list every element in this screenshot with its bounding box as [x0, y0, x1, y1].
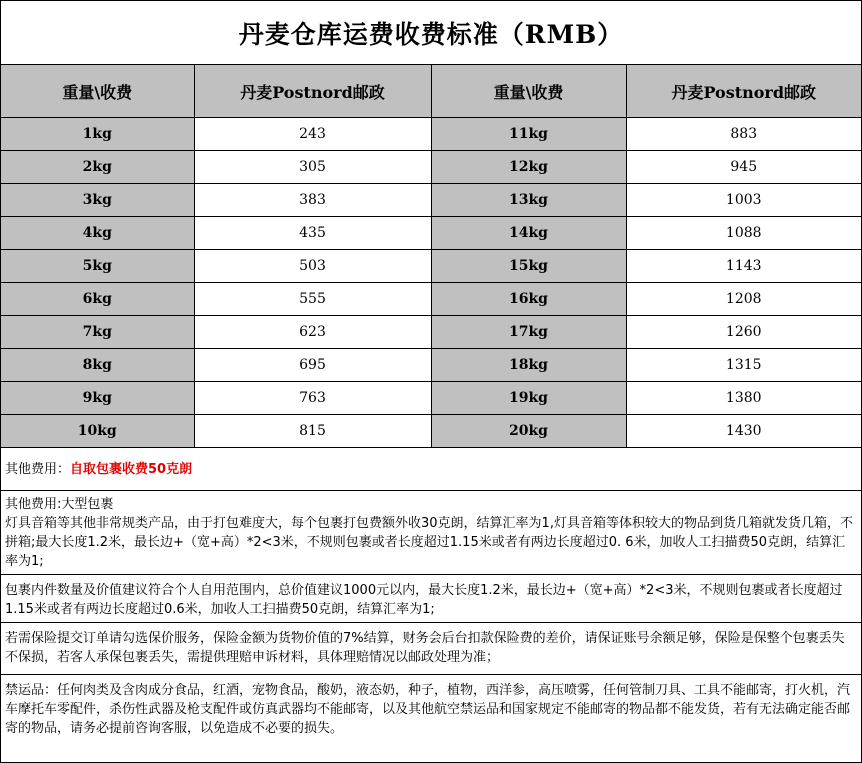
weight-cell: 3kg [1, 184, 194, 217]
table-row [1, 415, 861, 448]
price-cell: 305 [194, 151, 431, 184]
table-row [1, 151, 861, 184]
table-row [1, 217, 861, 250]
price-cell: 1208 [626, 283, 861, 316]
weight-cell: 9kg [1, 382, 194, 415]
price-cell: 1380 [626, 382, 861, 415]
weight-cell: 2kg [1, 151, 194, 184]
table-row [1, 184, 861, 217]
weight-cell: 19kg [431, 382, 626, 415]
pickup-fee-label: 其他费用： [5, 461, 71, 477]
price-cell: 383 [194, 184, 431, 217]
weight-cell: 1kg [1, 118, 194, 151]
contents-value-note: 包裹内件数量及价值建议符合个人自用范围内，总价值建议1000元以内，最大长度1.2米，最长边+（宽+高）*2<3米，不规则包裹或者长度超过1.15米或者有两边长度超过0.6米，加收人工扫描费50克朗，结算汇率为1; [1, 574, 861, 622]
price-cell: 1003 [626, 184, 861, 217]
weight-cell: 11kg [431, 118, 626, 151]
weight-cell: 12kg [431, 151, 626, 184]
weight-cell: 6kg [1, 283, 194, 316]
insurance-note: 若需保险提交订单请勾选保价服务，保险金额为货物价值的7%结算，财务会后台扣款保险费的差价，请保证账号余额足够，保险是保整个包裹丢失不保损，若客人承保包裹丢失，需提供理赔申诉材料，具体理赔情况以邮政处理为准； [1, 622, 861, 674]
weight-cell: 5kg [1, 250, 194, 283]
weight-cell: 14kg [431, 217, 626, 250]
price-cell: 1315 [626, 349, 861, 382]
price-cell: 1143 [626, 250, 861, 283]
prohibited-items-note: 禁运品：任何肉类及含肉成分食品，红酒，宠物食品，酸奶，液态奶，种子，植物，西洋参，高压喷雾，任何管制刀具、工具不能邮寄，打火机，汽车摩托车零配件，杀伤性武器及枪支配件或仿真武器均不能邮寄，以及其他航空禁运品和国家规定不能邮寄的物品都不能发货，若有无法确定能否邮寄的物品，请务必提前咨询客服，以免造成不必要的损失。 [1, 674, 861, 740]
header-weight-right: 重量\收费 [431, 65, 626, 118]
header-price-right: 丹麦Postnord邮政 [626, 65, 861, 118]
weight-cell: 17kg [431, 316, 626, 349]
price-cell: 945 [626, 151, 861, 184]
page-title: 丹麦仓库运费收费标准（RMB） [1, 1, 861, 65]
price-cell: 695 [194, 349, 431, 382]
price-cell: 763 [194, 382, 431, 415]
table-row [1, 250, 861, 283]
weight-cell: 7kg [1, 316, 194, 349]
weight-cell: 20kg [431, 415, 626, 448]
rate-table [1, 65, 861, 448]
weight-cell: 10kg [1, 415, 194, 448]
price-cell: 815 [194, 415, 431, 448]
price-cell: 623 [194, 316, 431, 349]
table-row [1, 283, 861, 316]
table-row [1, 382, 861, 415]
price-cell: 503 [194, 250, 431, 283]
weight-cell: 15kg [431, 250, 626, 283]
weight-cell: 18kg [431, 349, 626, 382]
table-row [1, 349, 861, 382]
weight-cell: 16kg [431, 283, 626, 316]
weight-cell: 4kg [1, 217, 194, 250]
price-cell: 435 [194, 217, 431, 250]
price-cell: 1430 [626, 415, 861, 448]
price-cell: 555 [194, 283, 431, 316]
price-cell: 883 [626, 118, 861, 151]
price-cell: 243 [194, 118, 431, 151]
large-parcel-note: 其他费用:大型包裹 灯具音箱等其他非常规类产品，由于打包难度大，每个包裹打包费额外收30克朗，结算汇率为1,灯具音箱等体积较大的物品到货几箱就发货几箱，不拼箱;最大长度1.2米，最长边+（宽+高）*2<3米，不规则包裹或者长度超过1.15米或者有两边长度超过0. 6米，加收人工扫描费50克朗，结算汇率为1; [1, 490, 861, 574]
pickup-fee-note [1, 448, 861, 490]
table-row [1, 316, 861, 349]
header-price-left: 丹麦Postnord邮政 [194, 65, 431, 118]
pickup-fee-value: 自取包裹收费50克朗 [70, 461, 193, 477]
weight-cell: 8kg [1, 349, 194, 382]
table-row [1, 118, 861, 151]
weight-cell: 13kg [431, 184, 626, 217]
price-cell: 1260 [626, 316, 861, 349]
price-cell: 1088 [626, 217, 861, 250]
table-header-row [1, 65, 861, 118]
header-weight-left: 重量\收费 [1, 65, 194, 118]
